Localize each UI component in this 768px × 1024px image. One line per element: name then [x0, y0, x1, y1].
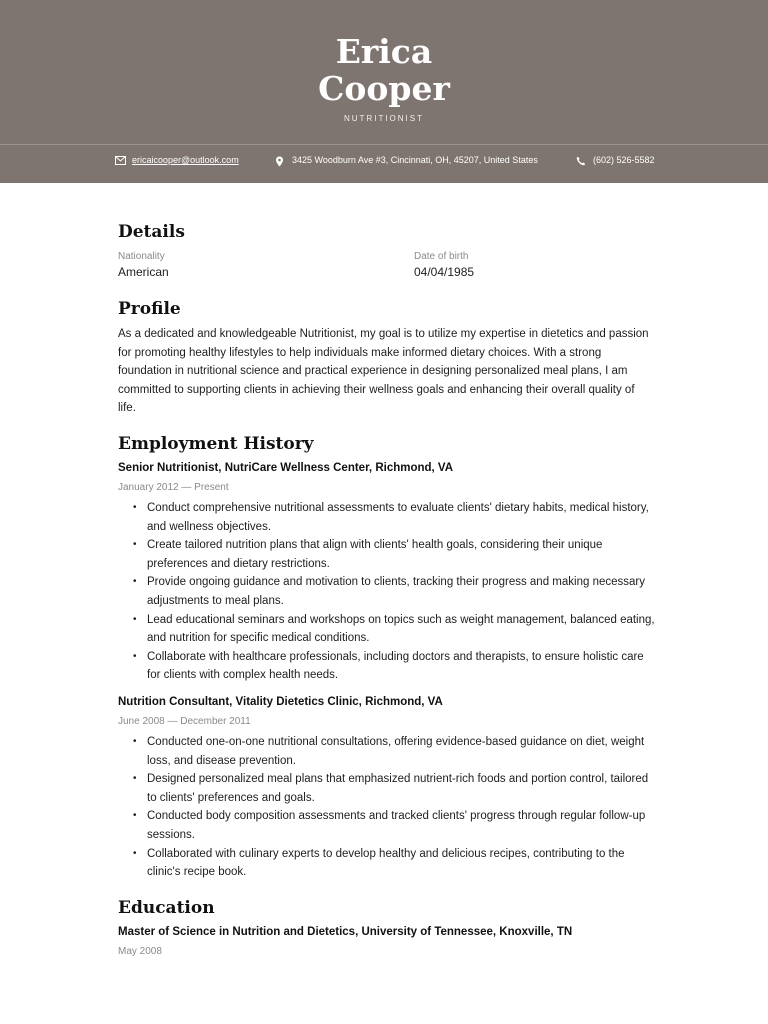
- address-text: 3425 Woodburn Ave #3, Cincinnati, OH, 45207, United States: [292, 155, 538, 165]
- education-heading: Education: [118, 898, 215, 918]
- nationality-label: Nationality: [118, 251, 165, 262]
- list-item: • Conducted body composition assessments and tracked clients' progress through regular follow-up sessions.: [130, 807, 655, 844]
- list-item: • Collaborate with healthcare professionals, including doctors and therapists, to ensure holistic care for clients with complex health needs.: [130, 648, 655, 685]
- location-pin-icon: [275, 156, 284, 169]
- list-item: • Designed personalized meal plans that emphasized nutrient-rich foods and portion control, tailored to clients' preferences and goals.: [130, 770, 655, 807]
- job-title-1: Senior Nutritionist, NutriCare Wellness Center, Richmond, VA: [118, 462, 454, 474]
- phone-icon: [576, 156, 586, 168]
- last-name: Cooper: [318, 69, 450, 108]
- dob-value: 04/04/1985: [414, 265, 475, 279]
- job-2-bullets: [130, 733, 655, 882]
- job-dates-2: June 2008 — December 2011: [118, 716, 251, 727]
- header-banner: [0, 0, 768, 183]
- details-heading: Details: [118, 222, 185, 242]
- first-name: Erica: [335, 32, 433, 71]
- list-item: • Provide ongoing guidance and motivation to clients, tracking their progress and making necessary adjustments to meal plans.: [130, 573, 655, 610]
- education-title: Master of Science in Nutrition and Dietetics, University of Tennessee, Knoxville, TN: [118, 926, 573, 938]
- candidate-name: [0, 33, 768, 107]
- list-item: • Collaborated with culinary experts to develop healthy and delicious recipes, contributing to the clinic's recipe book.: [130, 845, 655, 882]
- job-1-bullets: [130, 499, 655, 685]
- job-title: NUTRITIONIST: [344, 114, 424, 123]
- contact-email[interactable]: [115, 154, 255, 170]
- education-dates: May 2008: [118, 946, 162, 957]
- email-link[interactable]: ericaicooper@outlook.com: [132, 155, 239, 165]
- list-item: • Create tailored nutrition plans that align with clients' health goals, considering their unique preferences and dietary restrictions.: [130, 536, 655, 573]
- contact-phone: [576, 154, 666, 170]
- dob-label: Date of birth: [414, 251, 469, 262]
- mail-icon: [115, 156, 126, 167]
- phone-text: (602) 526-5582: [593, 155, 655, 165]
- job-title-2: Nutrition Consultant, Vitality Dietetics Clinic, Richmond, VA: [118, 696, 443, 708]
- list-item: • Conducted one-on-one nutritional consultations, offering evidence-based guidance on diet, weight loss, and disease prevention.: [130, 733, 655, 770]
- profile-text: As a dedicated and knowledgeable Nutritionist, my goal is to utilize my expertise in dietetics and passion for promoting healthy lifestyles to help individuals make informed dietary choices. With a strong foundation in nutritional science and practical experience in designing personalized meal plans, I am committed to supporting clients in achieving their wellness goals and enhancing their overall quality of life.: [118, 328, 649, 415]
- profile-heading: Profile: [118, 299, 181, 319]
- header-divider: [0, 144, 768, 145]
- list-item: • Conduct comprehensive nutritional assessments to evaluate clients' dietary habits, medical history, and wellness objectives.: [130, 499, 655, 536]
- employment-heading: Employment History: [118, 434, 314, 454]
- list-item: • Lead educational seminars and workshops on topics such as weight management, balanced eating, and nutrition for specific medical conditions.: [130, 611, 655, 648]
- contact-address: [275, 154, 560, 170]
- job-dates-1: January 2012 — Present: [118, 482, 229, 493]
- nationality-value: American: [118, 265, 169, 279]
